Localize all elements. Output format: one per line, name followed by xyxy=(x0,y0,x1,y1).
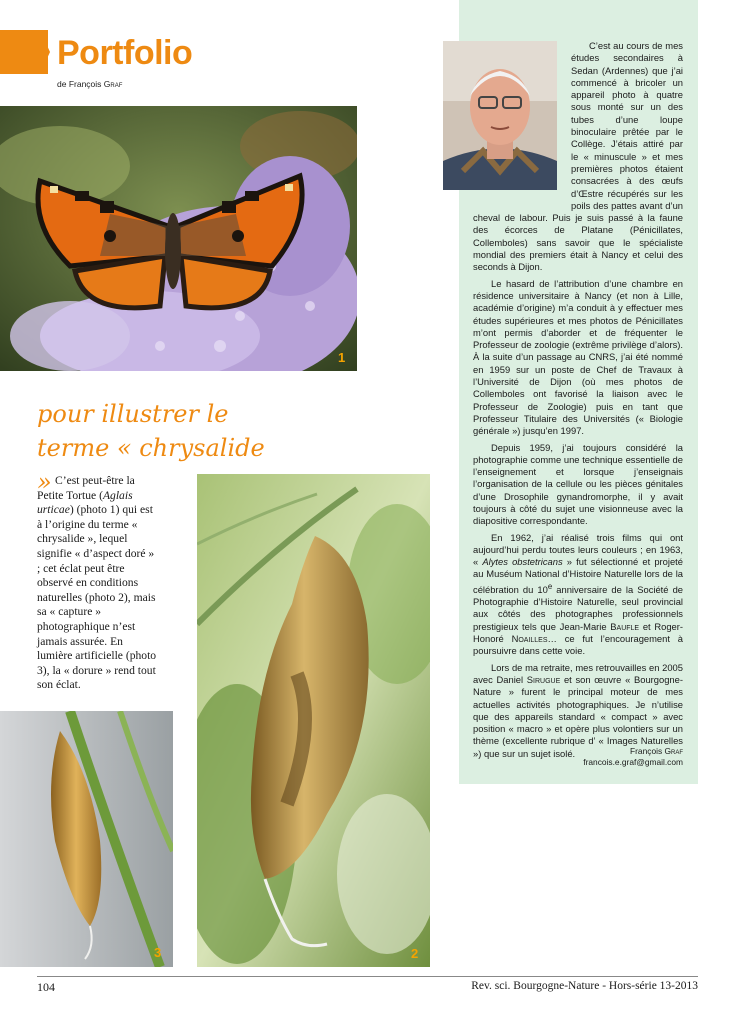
heading-line-2: terme « chrysalide » xyxy=(37,434,265,496)
bio-paragraph-4: En 1962, j’ai réalisé trois films qui ont aujourd’hui perdu toutes leurs couleurs ; en 1963, « Alytes obstetricans » fut sélectionné et projeté au Muséum National d’Histoire Naturelle lors de la célébration du 10e anniversaire de la Société de Photographie d’Histoire Naturelle, seul provincial aux côtés des photographes professionnels prestigieux tels que Jean-Marie Baufle et Roger-Honoré Noailles… ce fut l’encouragement à poursuivre dans cette voie. xyxy=(473,531,684,657)
author-signature xyxy=(560,746,683,768)
page-number: 104 xyxy=(37,980,55,994)
photo-number-2: 2 xyxy=(411,946,419,961)
bio-paragraph-5: Lors de ma retraite, mes retrouvailles en 2005 avec Daniel Sirugue et son œuvre « Bourgogne-Nature » furent le principal moteur de mes actuelles activités photographiques. Je n’utilise que des appareils standard « compact » avec position « macro » et opère plus volontiers sur un thème (excellente rubrique d’ « Images Naturelles ») que sur un sujet isolé. xyxy=(473,661,683,759)
photo-chrysalis-small xyxy=(0,711,173,967)
signature-email[interactable]: francois.e.graf@gmail.com xyxy=(583,757,683,767)
chrysalis-large-image xyxy=(197,474,430,967)
footer-rule xyxy=(37,976,698,977)
photo-number-3: 3 xyxy=(154,945,162,960)
journal-reference: Rev. sci. Bourgogne-Nature - Hors-série 13-2013 xyxy=(471,980,698,992)
intro-paragraph: C’est peut-être la Petite Tortue (Aglais urticae) (photo 1) qui est à l’origine du terme « chrysalide », lequel signifie « d’aspect doré » ; cet éclat peut être observé en conditions naturelles (photo 2), mais sa « capture » photographique n’est jamais assurée. En lumière artificielle (photo 3), la « dorure » rend tout son éclat. xyxy=(37,474,157,692)
butterfly-image xyxy=(0,106,357,371)
heading-line-1: pour illustrer le xyxy=(37,400,229,428)
page-title: Portfolio xyxy=(57,34,193,72)
chrysalis-small-image xyxy=(0,711,173,967)
biography-text xyxy=(473,40,683,764)
bio-paragraph-1: C’est au cours de mes études secondaires à Sedan (Ardennes) que j’ai commencé à bricoler un appareil photo à quatre sous monté sur un des tubes d’une loupe binoculaire prêtée par le Collège. J’étais attiré par le « minuscule » et mes premières photos étaient consacrées à des œufs d’Œstre récupérés sur les poils des pattes avant d’un cheval de labour. Puis je suis passé à la faune des écorces de Platane (Pénicillates, Collemboles) sans savoir que le spécialiste mondial des premiers était à Nancy et celui des seconds à Dijon. xyxy=(473,40,683,273)
bio-paragraph-3: Depuis 1959, j’ai toujours considéré la photographie comme une technique essentielle de l’enseignement et lorsque j’enseignais l’organisation de la cellule ou les pièces génitales d’une Drosophile gynandromorphe, il y avait toujours à côté du sujet une visionneuse avec la diapositive correspondante. xyxy=(473,441,683,527)
byline: de François Graf xyxy=(57,79,123,89)
photo-number-1: 1 xyxy=(338,350,346,365)
signature-name: François Graf xyxy=(630,746,683,756)
bio-paragraph-2: Le hasard de l’attribution d’une chambre en résidence universitaire à Nancy (et non à Lille, académie d’origine) m’a conduit à y effectuer mes études supérieures et mes photos de Pénicillates m’ont permis d’aborder et de fréquenter le Professeur de zoologie (extrême privilège d’alors). À la suite d’un passage au CNRS, j’ai été nommé en 1959 sur un poste de Chef de Travaux à l’Université de Dijon (où mes photos de Collemboles ont favorisé la liaison avec le Professeur de Zoologie) puis en tant que Professeur Titulaire des Universités (« Biologie générale ») jusqu’en 1997. xyxy=(473,277,683,437)
header-tab-notch xyxy=(40,30,50,74)
photo-chrysalis-large xyxy=(197,474,430,967)
photo-butterfly xyxy=(0,106,357,371)
portrait-text-wrap xyxy=(473,40,571,202)
